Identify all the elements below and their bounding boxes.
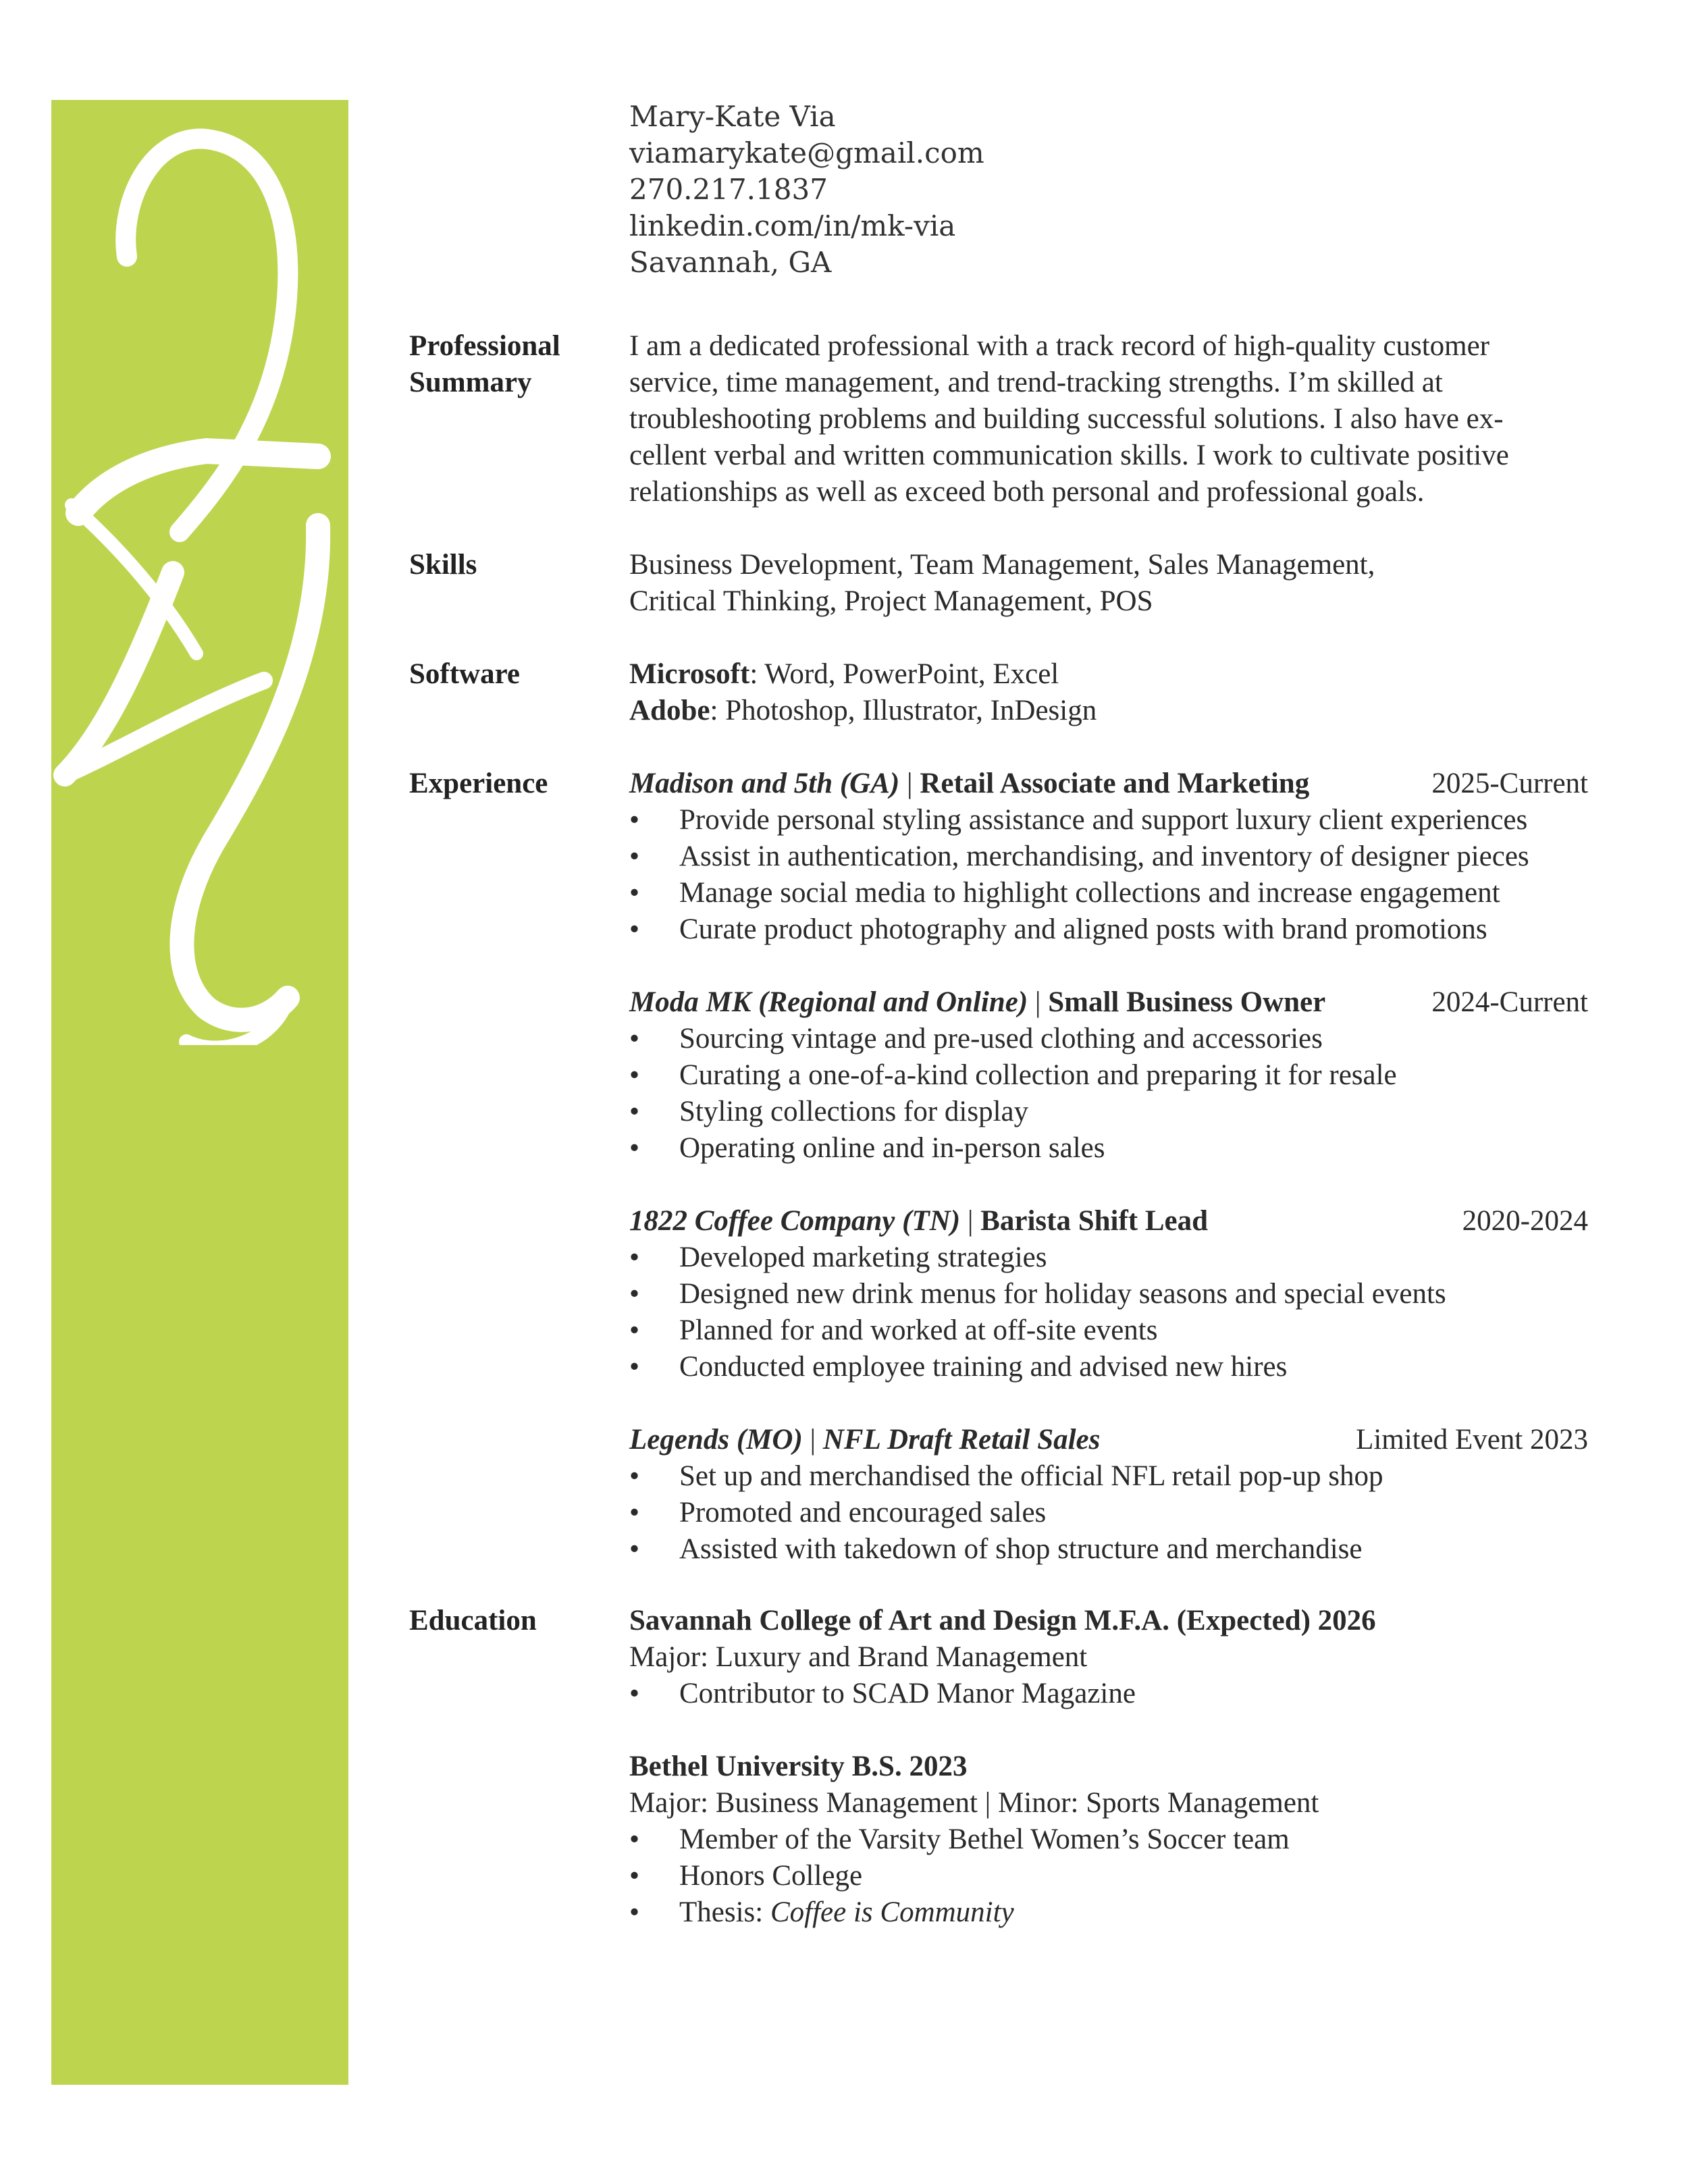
job-entry: [629, 984, 1588, 1167]
summary-line: service, time management, and trend-tracking strengths. I’m skilled at: [629, 367, 1443, 398]
summary-line: cellent verbal and written communication skills. I work to cultivate positive: [629, 440, 1509, 471]
job-entry: [629, 1422, 1588, 1568]
job-separator: |: [960, 1205, 981, 1237]
job-role: NFL Draft Retail Sales: [822, 1424, 1101, 1456]
software-microsoft-label: Microsoft: [629, 658, 750, 690]
job-bullet: • Designed new drink menus for holiday seasons and special events: [629, 1276, 1588, 1312]
job-bullet: • Operating online and in-person sales: [629, 1130, 1588, 1167]
job-company: Moda MK (Regional and Online): [629, 986, 1028, 1018]
job-company: Madison and 5th (GA): [629, 768, 900, 799]
software-microsoft: [629, 656, 1588, 693]
job-separator: |: [802, 1424, 823, 1456]
contact-email[interactable]: viamarykate@gmail.com: [629, 136, 984, 169]
contact-name: Mary-Kate Via: [629, 100, 836, 133]
education-heading: Education: [409, 1605, 537, 1636]
job-company: 1822 Coffee Company (TN): [629, 1205, 961, 1237]
education-entry: [629, 1603, 1376, 1712]
job-dates: 2025-Current: [1431, 768, 1588, 799]
summary-text: [629, 328, 1588, 510]
job-bullet: • Manage social media to highlight collections and increase engagement: [629, 875, 1588, 911]
summary-line: troubleshooting problems and building successful solutions. I also have ex-: [629, 403, 1504, 435]
skills-text: [629, 547, 1588, 620]
job-bullet: • Curate product photography and aligned posts with brand promotions: [629, 911, 1588, 948]
school-title: Savannah College of Art and Design M.F.A. (Expected) 2026: [629, 1605, 1376, 1636]
job-bullet: • Developed marketing strategies: [629, 1240, 1588, 1276]
job-bullet: • Curating a one-of-a-kind collection and preparing it for resale: [629, 1057, 1588, 1094]
contact-location: Savannah, GA: [629, 246, 832, 279]
school-bullets: [629, 1821, 1319, 1931]
school-bullet: • Honors College: [629, 1858, 1319, 1894]
job-bullet: • Sourcing vintage and pre-used clothing and accessories: [629, 1021, 1588, 1057]
job-header: [629, 984, 1588, 1021]
skills-heading: Skills: [409, 549, 477, 581]
job-company: Legends (MO): [629, 1424, 803, 1456]
software-adobe: [629, 693, 1588, 729]
contact-block: [629, 99, 984, 281]
job-separator: |: [1028, 986, 1049, 1018]
school-bullet: • Member of the Varsity Bethel Women’s Soccer team: [629, 1821, 1319, 1858]
job-header: [629, 766, 1588, 802]
job-bullet: • Provide personal styling assistance and support luxury client experiences: [629, 802, 1588, 838]
job-bullets: [629, 1458, 1588, 1568]
summary-heading: [409, 328, 560, 401]
school-bullet-thesis: [629, 1894, 1319, 1931]
thesis-prefix: Thesis:: [679, 1896, 770, 1928]
job-role: Barista Shift Lead: [980, 1205, 1209, 1237]
summary-heading-line2: Summary: [409, 367, 532, 398]
summary-line: I am a dedicated professional with a track record of high-quality customer: [629, 330, 1490, 362]
job-bullet: • Set up and merchandised the official NFL retail pop-up shop: [629, 1458, 1588, 1495]
software-microsoft-items: : Word, PowerPoint, Excel: [749, 658, 1059, 690]
job-dates: 2024-Current: [1431, 986, 1588, 1018]
mk-monogram-logo: [51, 100, 348, 1045]
job-bullet: • Assisted with takedown of shop structure and merchandise: [629, 1531, 1588, 1568]
job-bullet: • Promoted and encouraged sales: [629, 1495, 1588, 1531]
software-heading: Software: [409, 658, 521, 690]
job-entry: [629, 1203, 1588, 1385]
contact-phone[interactable]: 270.217.1837: [629, 173, 828, 206]
job-header: [629, 1203, 1588, 1240]
job-bullet: • Styling collections for display: [629, 1094, 1588, 1130]
software-text: [629, 656, 1588, 729]
job-dates: Limited Event 2023: [1356, 1424, 1588, 1456]
sidebar-accent: [51, 100, 348, 2085]
thesis-title: Coffee is Community: [770, 1896, 1014, 1928]
job-bullets: [629, 1021, 1588, 1167]
job-header: [629, 1422, 1588, 1458]
school-detail: Major: Luxury and Brand Management: [629, 1641, 1088, 1673]
skills-line: Critical Thinking, Project Management, POS: [629, 585, 1153, 617]
job-bullet: • Assist in authentication, merchandising, and inventory of designer pieces: [629, 838, 1588, 875]
job-entry: [629, 766, 1588, 948]
school-bullets: [629, 1676, 1376, 1712]
job-dates: 2020-2024: [1462, 1205, 1588, 1237]
school-detail: Major: Business Management | Minor: Sports Management: [629, 1787, 1319, 1819]
school-bullet: • Contributor to SCAD Manor Magazine: [629, 1676, 1376, 1712]
skills-line: Business Development, Team Management, Sales Management,: [629, 549, 1375, 581]
software-adobe-items: : Photoshop, Illustrator, InDesign: [710, 695, 1097, 726]
job-separator: |: [899, 768, 920, 799]
job-bullet: • Conducted employee training and advised new hires: [629, 1349, 1588, 1385]
summary-heading-line1: Professional: [409, 330, 560, 362]
job-role: Retail Associate and Marketing: [920, 768, 1310, 799]
job-bullet: • Planned for and worked at off-site events: [629, 1312, 1588, 1349]
experience-heading: Experience: [409, 768, 548, 799]
school-title: Bethel University B.S. 2023: [629, 1751, 968, 1782]
job-role: Small Business Owner: [1048, 986, 1326, 1018]
software-adobe-label: Adobe: [629, 695, 710, 726]
job-bullets: [629, 802, 1588, 948]
job-bullets: [629, 1240, 1588, 1385]
education-entry: [629, 1749, 1319, 1931]
contact-linkedin[interactable]: linkedin.com/in/mk-via: [629, 209, 956, 242]
summary-line: relationships as well as exceed both personal and professional goals.: [629, 476, 1425, 508]
